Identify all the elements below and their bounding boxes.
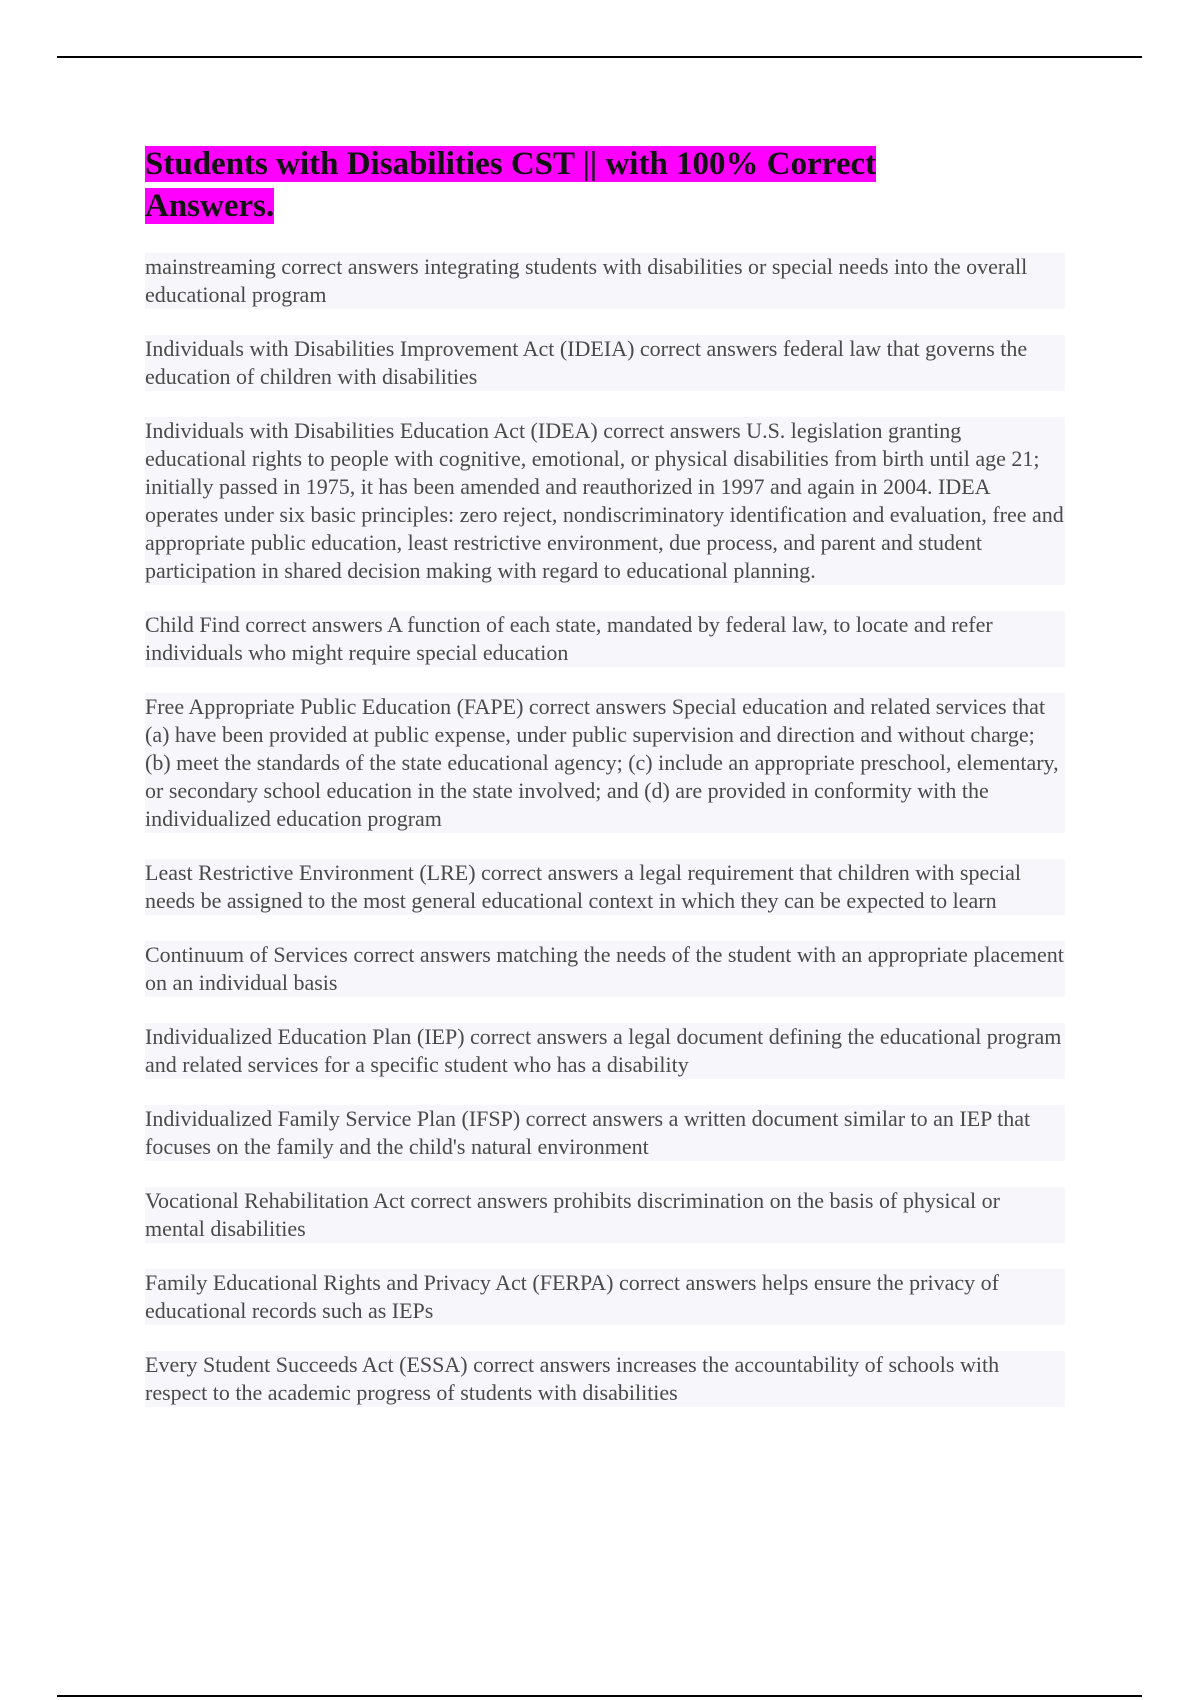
entry-vocational-rehabilitation-act: Vocational Rehabilitation Act correct answers prohibits discrimination on the basis of physical or mental disabilities (145, 1187, 1065, 1243)
entry-essa: Every Student Succeeds Act (ESSA) correct answers increases the accountability of schools with respect to the academic progress of students with disabilities (145, 1351, 1065, 1407)
document-title (145, 143, 965, 227)
entry-ifsp: Individualized Family Service Plan (IFSP) correct answers a written document similar to an IEP that focuses on the family and the child's natural environment (145, 1105, 1065, 1161)
bottom-rule (57, 1695, 1142, 1697)
entry-ideia: Individuals with Disabilities Improvement Act (IDEIA) correct answers federal law that governs the education of children with disabilities (145, 335, 1065, 391)
entry-idea: Individuals with Disabilities Education Act (IDEA) correct answers U.S. legislation granting educational rights to people with cognitive, emotional, or physical disabilities from birth until age 21; initially passed in 1975, it has been amended and reauthorized in 1997 and again in 2004. IDEA operates under six basic principles: zero reject, nondiscriminatory identification and evaluation, free and appropriate public education, least restrictive environment, due process, and parent and student participation in shared decision making with regard to educational planning. (145, 418, 1064, 583)
document-body (145, 143, 1065, 1433)
entry-iep: Individualized Education Plan (IEP) correct answers a legal document defining the educational program and related services for a specific student who has a disability (145, 1023, 1065, 1079)
entry-ferpa: Family Educational Rights and Privacy Act (FERPA) correct answers helps ensure the privacy of educational records such as IEPs (145, 1269, 1065, 1325)
entry-continuum-of-services: Continuum of Services correct answers matching the needs of the student with an appropriate placement on an individual basis (145, 942, 1064, 995)
entry-lre: Least Restrictive Environment (LRE) correct answers a legal requirement that children with special needs be assigned to the most general educational context in which they can be expected to learn (145, 859, 1065, 915)
entry-child-find: Child Find correct answers A function of each state, mandated by federal law, to locate and refer individuals who might require special education (145, 611, 1065, 667)
title-highlight: Students with Disabilities CST || with 100% Correct Answers. (145, 146, 877, 224)
entry-fape: Free Appropriate Public Education (FAPE) correct answers Special education and related services that (a) have been provided at public expense, under public supervision and direction and without charge; (b) meet the standards of the state educational agency; (c) include an appropriate preschool, elementary, or secondary school education in the state involved; and (d) are provided in conformity with the individualized education program (145, 693, 1065, 833)
top-rule (57, 56, 1142, 58)
entry-mainstreaming: mainstreaming correct answers integrating students with disabilities or special needs into the overall educational program (145, 253, 1065, 309)
